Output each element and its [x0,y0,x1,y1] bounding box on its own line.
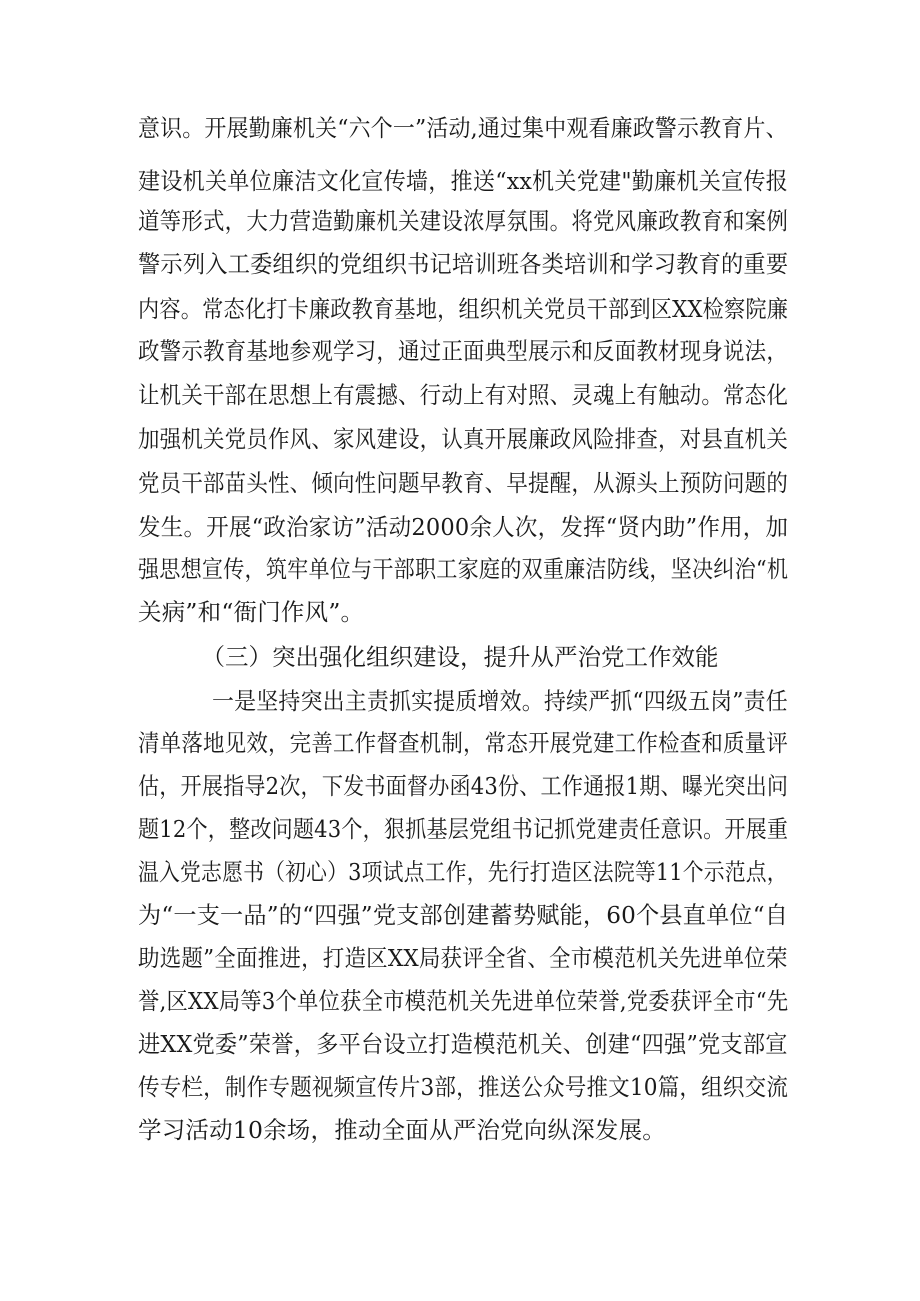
paragraph-2-line-6: 为“一支一品”的“四强”党支部创建蓄势赋能，60个县直单位“自 [138,901,789,929]
paragraph-1-line-6: 政警示教育基地参观学习，通过正面典型展示和反面教材现身说法， [138,337,788,365]
paragraph-1-line-2: 建设机关单位廉洁文化宣传墙，推送“xx机关党建"勤廉机关宣传报 [138,167,789,195]
paragraph-2-line-2: 清单落地见效，完善工作督查机制，常态开展党建工作检查和质量评 [138,729,788,757]
paragraph-1-line-5: 内容。常态化打卡廉政教育基地，组织机关党员干部到区XX检察院廉 [138,295,789,323]
paragraph-1-line-1: 意识。开展勤廉机关“六个一”活动,通过集中观看廉政警示教育片、 [138,114,788,142]
paragraph-1-line-8: 加强机关党员作风、家风建设，认真开展廉政风险排查，对县直机关 [138,425,788,453]
paragraph-2-line-5: 温入党志愿书（初心）3项试点工作，先行打造区法院等11个示范点， [138,858,788,886]
paragraph-2-line-11: 学习活动10余场，推动全面从严治党向纵深发展。 [138,1116,667,1144]
paragraph-1-line-11: 强思想宣传，筑牢单位与干部职工家庭的双重廉洁防线，坚决纠治“机 [138,555,789,583]
paragraph-2-line-7: 助选题”全面推进，打造区XX局获评全省、全市模范机关先进单位荣 [138,944,788,972]
paragraph-1-line-7: 让机关干部在思想上有震撼、行动上有对照、灵魂上有触动。常态化 [138,381,788,409]
paragraph-2-line-1: 一是坚持突出主责抓实提质增效。持续严抓“四级五岗”责任 [212,687,788,715]
paragraph-1-line-9: 党员干部苗头性、倾向性问题早教育、早提醒，从源头上预防问题的 [138,469,788,497]
paragraph-2-line-3: 估，开展指导2次，下发书面督办函43份、工作通报1期、曝光突出问 [138,772,789,800]
paragraph-1-line-10: 发生。开展“政治家访”活动2000余人次，发挥“贤内助”作用，加 [138,513,789,541]
paragraph-2-line-10: 传专栏，制作专题视频宣传片3部，推送公众号推文10篇，组织交流 [138,1073,789,1101]
section-heading: （三）突出强化组织建设，提升从严治党工作效能 [201,643,719,671]
paragraph-2-line-9: 进XX党委”荣誉，多平台设立打造模范机关、创建“四强”党支部宣 [138,1030,788,1058]
paragraph-1-line-3: 道等形式，大力营造勤廉机关建设浓厚氛围。将党风廉政教育和案例 [138,207,788,235]
paragraph-2-line-8: 誉,区XX局等3个单位获全市模范机关先进单位荣誉,党委获评全市“先 [138,987,789,1015]
paragraph-1-line-4: 警示列入工委组织的党组织书记培训班各类培训和学习教育的重要 [138,250,789,278]
paragraph-2-line-4: 题12个，整改问题43个，狠抓基层党组书记抓党建责任意识。开展重 [138,815,789,843]
paragraph-1-line-12: 关病”和“衙门作风”。 [138,598,365,626]
